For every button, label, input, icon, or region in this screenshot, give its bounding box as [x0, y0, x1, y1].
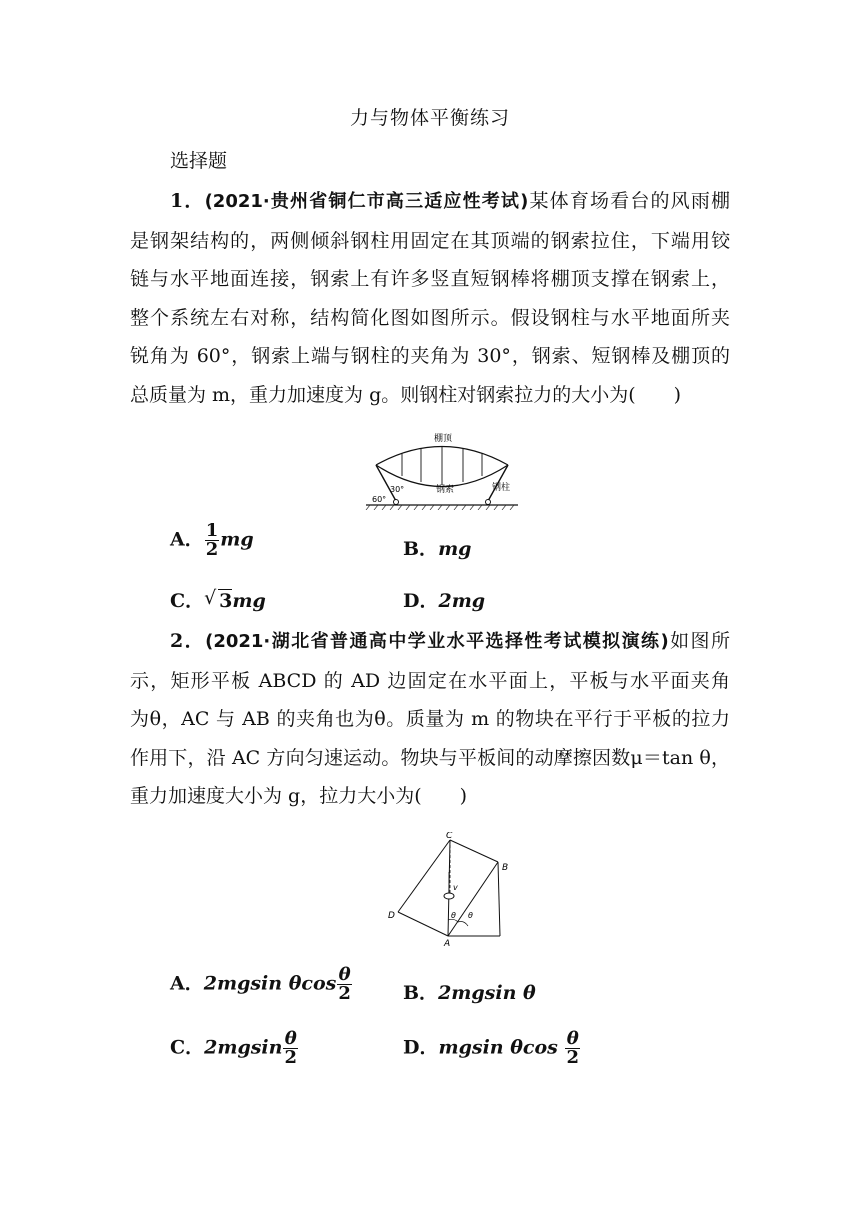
- fraction-denominator: 2: [566, 1047, 579, 1068]
- option-fraction: [205, 522, 220, 559]
- option-text: 2mg: [438, 590, 486, 612]
- figure-label-theta-1: θ: [451, 911, 456, 920]
- option-text: 2mgsin θ: [438, 982, 536, 1004]
- option-text: mg: [220, 528, 254, 551]
- figure-label-roof: 棚顶: [434, 434, 453, 444]
- question-1-source: (2021·贵州省铜仁市高三适应性考试): [204, 191, 529, 212]
- fraction-denominator: 2: [284, 1047, 297, 1068]
- figure-label-b: B: [502, 863, 509, 873]
- figure-label-angle-60: 60°: [372, 495, 387, 504]
- question-2-line: 示，矩形平板 ABCD 的 AD 边固定在水平面上，平板与水平面夹角: [130, 669, 730, 692]
- question-1-line: 锐角为 60°，钢索上端与钢柱的夹角为 30°，钢索、短钢棒及棚顶的: [130, 345, 730, 367]
- q2-option-a[interactable]: [170, 966, 353, 1003]
- option-text: mg: [232, 590, 266, 612]
- figure-label-a: A: [444, 939, 451, 949]
- q1-option-c[interactable]: [170, 586, 266, 613]
- question-2-line: [130, 622, 730, 662]
- figure-label-d: D: [388, 911, 395, 921]
- option-fraction: [283, 1030, 298, 1067]
- question-1-text: [130, 182, 730, 414]
- question-2-figure: [384, 832, 524, 952]
- question-2-number: 2．: [170, 630, 206, 652]
- option-label: A．: [170, 972, 204, 995]
- option-text: mgsin θcos: [438, 1036, 565, 1059]
- fraction-numerator: θ: [338, 964, 351, 985]
- option-label: B．: [403, 538, 439, 560]
- figure-label-v: v: [453, 883, 458, 892]
- question-2-line: 为θ，AC 与 AB 的夹角也为θ。质量为 m 的物块在平行于平板的拉力: [130, 708, 730, 730]
- q1-option-b[interactable]: [403, 534, 471, 561]
- page-title: 力与物体平衡练习: [349, 107, 510, 129]
- option-label: C．: [170, 590, 205, 612]
- question-1-line: 整个系统左右对称，结构简化图如图所示。假设钢柱与水平地面所夹: [130, 306, 730, 329]
- question-2-line: 重力加速度大小为 g，拉力大小为( ): [130, 785, 468, 807]
- option-label: C．: [170, 1036, 205, 1059]
- option-sqrt: √ 3: [218, 589, 232, 612]
- question-2-line-text: 如图所: [668, 630, 730, 652]
- fraction-numerator: θ: [284, 1028, 297, 1049]
- option-text: 2mgsin: [204, 1036, 283, 1059]
- question-1-figure: [364, 430, 520, 510]
- question-1-line: 总质量为 m，重力加速度为 g。则钢柱对钢索拉力的大小为( ): [130, 383, 682, 406]
- question-1-line: 是钢架结构的，两侧倾斜钢柱用固定在其顶端的钢索拉住，下端用铰: [130, 229, 730, 252]
- question-1-line: 链与水平地面连接，钢索上有许多竖直短钢棒将棚顶支撑在钢索上，: [130, 268, 730, 290]
- question-1-number: 1．: [170, 190, 205, 212]
- q2-option-c[interactable]: [170, 1030, 299, 1067]
- question-1-line: [130, 182, 730, 222]
- section-heading: 选择题: [170, 150, 228, 172]
- q1-option-d[interactable]: [403, 586, 485, 613]
- question-2-source: (2021·湖北省普通高中学业水平选择性考试模拟演练): [205, 631, 669, 652]
- fraction-denominator: 2: [205, 539, 219, 560]
- figure-label-theta-2: θ: [468, 911, 473, 920]
- option-label: D．: [403, 590, 439, 612]
- option-text: 2mgsin θcos: [203, 972, 337, 995]
- figure-label-column: 钢柱: [492, 483, 511, 493]
- option-label: A．: [170, 528, 204, 551]
- figure-label-cable: 钢索: [436, 485, 455, 495]
- fraction-numerator: θ: [566, 1028, 579, 1049]
- fraction-numerator: 1: [205, 520, 219, 541]
- q2-option-d[interactable]: [403, 1030, 581, 1067]
- figure-label-c: C: [446, 832, 453, 841]
- q1-option-a[interactable]: [170, 522, 254, 559]
- fraction-denominator: 2: [338, 983, 351, 1004]
- question-2-line: 作用下，沿 AC 方向匀速运动。物块与平板间的动摩擦因数μ＝tan θ，: [130, 746, 730, 769]
- option-label: B．: [403, 982, 439, 1004]
- figure-label-angle-30: 30°: [390, 485, 405, 494]
- option-text: mg: [438, 538, 472, 560]
- option-label: D．: [403, 1036, 439, 1059]
- question-1-line-text: 某体育场看台的风雨棚: [528, 190, 730, 212]
- q2-option-b[interactable]: [403, 978, 536, 1005]
- option-fraction: [565, 1030, 580, 1067]
- option-fraction: [337, 966, 352, 1003]
- question-2-text: [130, 622, 730, 816]
